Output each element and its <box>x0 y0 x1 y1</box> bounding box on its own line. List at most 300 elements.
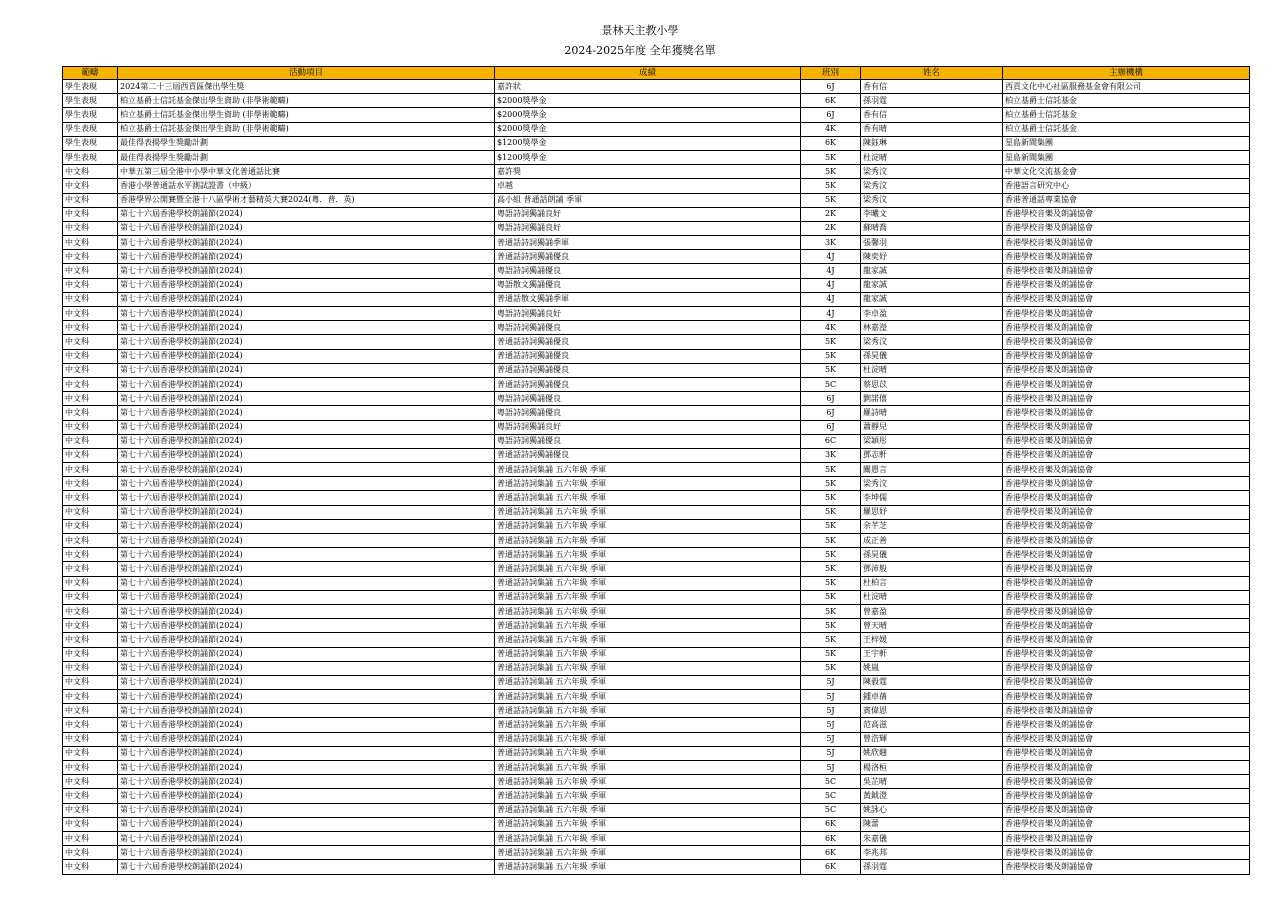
cell-category: 中文科 <box>63 860 118 874</box>
cell-result: 普通話詩詞集誦 五六年級 季軍 <box>495 562 801 576</box>
table-row <box>63 165 1250 179</box>
cell-result: $2000獎學金 <box>495 122 801 136</box>
cell-result: 普通話詩詞集誦 五六年級 季軍 <box>495 789 801 803</box>
cell-category: 中文科 <box>63 363 118 377</box>
table-row <box>63 108 1250 122</box>
cell-class: 5K <box>801 534 861 548</box>
table-row <box>63 775 1250 789</box>
cell-organizer: 香港學校音樂及朗誦協會 <box>1003 420 1250 434</box>
table-row <box>63 193 1250 207</box>
cell-activity: 第七十六屆香港學校朗誦節(2024) <box>118 860 495 874</box>
cell-category: 中文科 <box>63 817 118 831</box>
cell-result: 粵語詩詞獨誦優良 <box>495 392 801 406</box>
cell-activity: 第七十六屆香港學校朗誦節(2024) <box>118 817 495 831</box>
cell-class: 5J <box>801 704 861 718</box>
table-row <box>63 307 1250 321</box>
cell-activity: 第七十六屆香港學校朗誦節(2024) <box>118 519 495 533</box>
cell-category: 中文科 <box>63 221 118 235</box>
cell-result: 普通話詩詞集誦 五六年級 季軍 <box>495 817 801 831</box>
cell-activity: 第七十六屆香港學校朗誦節(2024) <box>118 236 495 250</box>
cell-name: 姚嵐 <box>861 661 1003 675</box>
cell-organizer: 香港學校音樂及朗誦協會 <box>1003 377 1250 391</box>
cell-name: 香有信 <box>861 108 1003 122</box>
table-row <box>63 236 1250 250</box>
cell-organizer: 香港學校音樂及朗誦協會 <box>1003 477 1250 491</box>
cell-name: 楊洛桓 <box>861 761 1003 775</box>
cell-name: 關愚言 <box>861 463 1003 477</box>
table-row <box>63 278 1250 292</box>
cell-activity: 第七十六屆香港學校朗誦節(2024) <box>118 349 495 363</box>
table-row <box>63 519 1250 533</box>
cell-organizer: 香港學校音樂及朗誦協會 <box>1003 562 1250 576</box>
cell-result: 普通話詩詞集誦 五六年級 季軍 <box>495 803 801 817</box>
table-row <box>63 377 1250 391</box>
cell-organizer: 香港學校音樂及朗誦協會 <box>1003 732 1250 746</box>
cell-organizer: 香港語言研究中心 <box>1003 179 1250 193</box>
cell-class: 5K <box>801 562 861 576</box>
cell-name: 鄧志軒 <box>861 448 1003 462</box>
cell-activity: 第七十六屆香港學校朗誦節(2024) <box>118 732 495 746</box>
table-row <box>63 846 1250 860</box>
cell-class: 5K <box>801 548 861 562</box>
cell-class: 5J <box>801 718 861 732</box>
cell-result: 普通話詩詞獨誦優良 <box>495 349 801 363</box>
school-name: 景林天主教小學 <box>601 24 679 37</box>
cell-class: 4J <box>801 264 861 278</box>
cell-activity: 第七十六屆香港學校朗誦節(2024) <box>118 264 495 278</box>
cell-name: 孫昊儀 <box>861 548 1003 562</box>
cell-category: 中文科 <box>63 647 118 661</box>
cell-organizer: 香港學校音樂及朗誦協會 <box>1003 661 1250 675</box>
cell-category: 中文科 <box>63 278 118 292</box>
cell-category: 學生表現 <box>63 122 118 136</box>
cell-organizer: 香港學校音樂及朗誦協會 <box>1003 548 1250 562</box>
table-row <box>63 831 1250 845</box>
cell-class: 2K <box>801 221 861 235</box>
cell-name: 梁秀汶 <box>861 165 1003 179</box>
cell-class: 5K <box>801 590 861 604</box>
cell-category: 中文科 <box>63 761 118 775</box>
cell-activity: 香港學界公開賽暨全港十八區學術才藝精英大賽2024(粵．普．英) <box>118 193 495 207</box>
table-row <box>63 761 1250 775</box>
cell-organizer: 香港學校音樂及朗誦協會 <box>1003 236 1250 250</box>
cell-category: 中文科 <box>63 775 118 789</box>
cell-result: 普通話詩詞集誦 五六年級 季軍 <box>495 463 801 477</box>
cell-class: 5K <box>801 477 861 491</box>
cell-category: 中文科 <box>63 264 118 278</box>
cell-class: 4J <box>801 278 861 292</box>
cell-result: $2000獎學金 <box>495 94 801 108</box>
cell-result: 普通話詩詞集誦 五六年級 季軍 <box>495 519 801 533</box>
table-row <box>63 250 1250 264</box>
cell-class: 5K <box>801 619 861 633</box>
cell-name: 香有晴 <box>861 122 1003 136</box>
cell-category: 中文科 <box>63 519 118 533</box>
cell-result: 普通話詩詞獨誦優良 <box>495 448 801 462</box>
cell-category: 中文科 <box>63 406 118 420</box>
table-row <box>63 789 1250 803</box>
cell-result: 普通話詩詞集誦 五六年級 季軍 <box>495 831 801 845</box>
cell-result: 普通話詩詞集誦 五六年級 季軍 <box>495 619 801 633</box>
cell-result: 粵語詩詞獨誦良好 <box>495 221 801 235</box>
cell-category: 中文科 <box>63 846 118 860</box>
table-row <box>63 150 1250 164</box>
cell-activity: 第七十六屆香港學校朗誦節(2024) <box>118 505 495 519</box>
cell-activity: 第七十六屆香港學校朗誦節(2024) <box>118 548 495 562</box>
cell-organizer: 香港學校音樂及朗誦協會 <box>1003 349 1250 363</box>
cell-name: 余芊芝 <box>861 519 1003 533</box>
cell-category: 學生表現 <box>63 136 118 150</box>
table-row <box>63 349 1250 363</box>
cell-activity: 第七十六屆香港學校朗誦節(2024) <box>118 831 495 845</box>
document-title: 2024-2025年度 全年獲獎名單 <box>564 44 716 57</box>
cell-category: 中文科 <box>63 619 118 633</box>
cell-result: 粵語詩詞獨誦良好 <box>495 307 801 321</box>
cell-organizer: 香港學校音樂及朗誦協會 <box>1003 789 1250 803</box>
cell-result: $1200獎學金 <box>495 150 801 164</box>
cell-result: 粵語詩詞獨誦優良 <box>495 406 801 420</box>
cell-result: 普通話詩詞獨誦優良 <box>495 250 801 264</box>
cell-activity: 第七十六屆香港學校朗誦節(2024) <box>118 363 495 377</box>
cell-category: 中文科 <box>63 448 118 462</box>
table-row <box>63 221 1250 235</box>
cell-class: 5K <box>801 150 861 164</box>
cell-activity: 第七十六屆香港學校朗誦節(2024) <box>118 704 495 718</box>
cell-class: 6J <box>801 108 861 122</box>
cell-name: 蘇晴喬 <box>861 221 1003 235</box>
cell-name: 龍家誠 <box>861 278 1003 292</box>
cell-activity: 第七十六屆香港學校朗誦節(2024) <box>118 619 495 633</box>
cell-activity: 2024第二十三屆西貢區傑出學生獎 <box>118 80 495 94</box>
cell-class: 6J <box>801 80 861 94</box>
cell-activity: 香港小學普通話水平測試證書（中級） <box>118 179 495 193</box>
cell-class: 5C <box>801 377 861 391</box>
cell-name: 孫昊儀 <box>861 349 1003 363</box>
cell-organizer: 香港學校音樂及朗誦協會 <box>1003 619 1250 633</box>
cell-name: 梁秀汶 <box>861 193 1003 207</box>
table-row <box>63 732 1250 746</box>
cell-class: 5C <box>801 775 861 789</box>
cell-name: 曾浩輝 <box>861 732 1003 746</box>
cell-activity: 第七十六屆香港學校朗誦節(2024) <box>118 292 495 306</box>
cell-category: 中文科 <box>63 292 118 306</box>
cell-activity: 第七十六屆香港學校朗誦節(2024) <box>118 803 495 817</box>
cell-class: 5K <box>801 576 861 590</box>
cell-category: 中文科 <box>63 250 118 264</box>
cell-organizer: 香港學校音樂及朗誦協會 <box>1003 803 1250 817</box>
table-row <box>63 590 1250 604</box>
table-row <box>63 562 1250 576</box>
cell-category: 中文科 <box>63 207 118 221</box>
cell-result: 普通話詩詞集誦 五六年級 季軍 <box>495 534 801 548</box>
cell-activity: 柏立基爵士信託基金傑出學生資助 (非學術範疇) <box>118 122 495 136</box>
table-row <box>63 448 1250 462</box>
cell-name: 黃鉞澄 <box>861 789 1003 803</box>
cell-category: 中文科 <box>63 307 118 321</box>
cell-activity: 第七十六屆香港學校朗誦節(2024) <box>118 463 495 477</box>
cell-category: 中文科 <box>63 165 118 179</box>
cell-category: 中文科 <box>63 675 118 689</box>
cell-result: 普通話詩詞集誦 五六年級 季軍 <box>495 690 801 704</box>
cell-result: 嘉許狀 <box>495 80 801 94</box>
table-row <box>63 690 1250 704</box>
cell-class: 5K <box>801 349 861 363</box>
cell-activity: 第七十六屆香港學校朗誦節(2024) <box>118 590 495 604</box>
cell-class: 4K <box>801 321 861 335</box>
cell-result: 普通話詩詞獨誦季軍 <box>495 236 801 250</box>
cell-name: 張馨羽 <box>861 236 1003 250</box>
cell-result: 普通話詩詞獨誦優良 <box>495 377 801 391</box>
cell-activity: 最佳得表揚學生獎勵計劃 <box>118 136 495 150</box>
cell-organizer: 香港普通話專業協會 <box>1003 193 1250 207</box>
cell-organizer: 香港學校音樂及朗誦協會 <box>1003 448 1250 462</box>
cell-activity: 第七十六屆香港學校朗誦節(2024) <box>118 775 495 789</box>
cell-activity: 柏立基爵士信託基金傑出學生資助 (非學術範疇) <box>118 94 495 108</box>
cell-category: 中文科 <box>63 377 118 391</box>
cell-result: 普通話詩詞獨誦優良 <box>495 363 801 377</box>
cell-result: 普通話詩詞集誦 五六年級 季軍 <box>495 633 801 647</box>
cell-organizer: 香港學校音樂及朗誦協會 <box>1003 590 1250 604</box>
table-body <box>63 80 1250 875</box>
cell-organizer: 星島新聞集團 <box>1003 150 1250 164</box>
cell-category: 中文科 <box>63 732 118 746</box>
cell-activity: 第七十六屆香港學校朗誦節(2024) <box>118 250 495 264</box>
cell-name: 曾天晴 <box>861 619 1003 633</box>
cell-activity: 最佳得表揚學生獎勵計劃 <box>118 150 495 164</box>
cell-name: 鄧沛般 <box>861 562 1003 576</box>
cell-activity: 第七十六屆香港學校朗誦節(2024) <box>118 392 495 406</box>
cell-name: 王梓媛 <box>861 633 1003 647</box>
cell-organizer: 香港學校音樂及朗誦協會 <box>1003 675 1250 689</box>
cell-result: 普通話詩詞集誦 五六年級 季軍 <box>495 548 801 562</box>
cell-name: 劉諾僖 <box>861 392 1003 406</box>
cell-activity: 第七十六屆香港學校朗誦節(2024) <box>118 434 495 448</box>
cell-organizer: 香港學校音樂及朗誦協會 <box>1003 491 1250 505</box>
table-row <box>63 122 1250 136</box>
cell-activity: 中華五第三屆全港中小學中華文化普通話比賽 <box>118 165 495 179</box>
cell-result: 粵語詩詞獨誦良好 <box>495 420 801 434</box>
cell-result: 粵語詩詞獨誦優良 <box>495 321 801 335</box>
cell-activity: 第七十六屆香港學校朗誦節(2024) <box>118 207 495 221</box>
cell-name: 孫羽霆 <box>861 860 1003 874</box>
cell-name: 杜柏言 <box>861 576 1003 590</box>
cell-result: 普通話詩詞集誦 五六年級 季軍 <box>495 718 801 732</box>
cell-class: 5K <box>801 193 861 207</box>
cell-name: 杜淀晴 <box>861 590 1003 604</box>
cell-name: 梁秀汶 <box>861 335 1003 349</box>
cell-organizer: 香港學校音樂及朗誦協會 <box>1003 704 1250 718</box>
cell-name: 杜淀晴 <box>861 150 1003 164</box>
cell-result: 普通話詩詞集誦 五六年級 季軍 <box>495 505 801 519</box>
cell-name: 吳芷晴 <box>861 775 1003 789</box>
cell-name: 朱嘉儀 <box>861 831 1003 845</box>
cell-organizer: 香港學校音樂及朗誦協會 <box>1003 505 1250 519</box>
cell-class: 2K <box>801 207 861 221</box>
cell-result: 普通話詩詞獨誦優良 <box>495 335 801 349</box>
cell-category: 中文科 <box>63 661 118 675</box>
cell-organizer: 香港學校音樂及朗誦協會 <box>1003 363 1250 377</box>
cell-category: 中文科 <box>63 803 118 817</box>
table-row <box>63 604 1250 618</box>
cell-name: 李曦文 <box>861 207 1003 221</box>
cell-class: 5K <box>801 647 861 661</box>
cell-class: 5K <box>801 463 861 477</box>
cell-category: 中文科 <box>63 321 118 335</box>
cell-name: 蔡思苡 <box>861 377 1003 391</box>
cell-organizer: 香港學校音樂及朗誦協會 <box>1003 264 1250 278</box>
cell-organizer: 香港學校音樂及朗誦協會 <box>1003 207 1250 221</box>
cell-class: 5K <box>801 491 861 505</box>
column-header-organizer: 主辦機構 <box>1003 67 1250 80</box>
cell-organizer: 香港學校音樂及朗誦協會 <box>1003 846 1250 860</box>
cell-class: 5K <box>801 519 861 533</box>
cell-activity: 第七十六屆香港學校朗誦節(2024) <box>118 576 495 590</box>
cell-activity: 第七十六屆香港學校朗誦節(2024) <box>118 789 495 803</box>
cell-organizer: 香港學校音樂及朗誦協會 <box>1003 321 1250 335</box>
cell-activity: 柏立基爵士信託基金傑出學生資助 (非學術範疇) <box>118 108 495 122</box>
cell-category: 中文科 <box>63 604 118 618</box>
cell-class: 6K <box>801 831 861 845</box>
cell-category: 中文科 <box>63 576 118 590</box>
cell-category: 學生表現 <box>63 108 118 122</box>
cell-class: 4J <box>801 307 861 321</box>
cell-class: 5J <box>801 732 861 746</box>
cell-name: 梁秀汶 <box>861 179 1003 193</box>
cell-activity: 第七十六屆香港學校朗誦節(2024) <box>118 377 495 391</box>
cell-name: 賓偉恩 <box>861 704 1003 718</box>
cell-class: 6K <box>801 846 861 860</box>
table-row <box>63 321 1250 335</box>
cell-class: 6K <box>801 817 861 831</box>
cell-class: 6K <box>801 94 861 108</box>
table-row <box>63 675 1250 689</box>
cell-name: 龍家誠 <box>861 292 1003 306</box>
cell-organizer: 香港學校音樂及朗誦協會 <box>1003 292 1250 306</box>
cell-class: 3K <box>801 448 861 462</box>
cell-organizer: 香港學校音樂及朗誦協會 <box>1003 860 1250 874</box>
column-header-result: 成績 <box>495 67 801 80</box>
cell-class: 5K <box>801 604 861 618</box>
cell-organizer: 香港學校音樂及朗誦協會 <box>1003 718 1250 732</box>
cell-name: 姚詠心 <box>861 803 1003 817</box>
cell-class: 5J <box>801 761 861 775</box>
cell-class: 5K <box>801 335 861 349</box>
cell-name: 陳奕妤 <box>861 250 1003 264</box>
cell-organizer: 香港學校音樂及朗誦協會 <box>1003 690 1250 704</box>
cell-organizer: 西貢文化中心社區服務基金會有限公司 <box>1003 80 1250 94</box>
cell-result: 普通話詩詞集誦 五六年級 季軍 <box>495 732 801 746</box>
cell-result: 卓越 <box>495 179 801 193</box>
cell-category: 中文科 <box>63 420 118 434</box>
cell-organizer: 香港學校音樂及朗誦協會 <box>1003 534 1250 548</box>
table-row <box>63 392 1250 406</box>
table-row <box>63 633 1250 647</box>
table-row <box>63 207 1250 221</box>
cell-activity: 第七十六屆香港學校朗誦節(2024) <box>118 307 495 321</box>
cell-organizer: 柏立基爵士信託基金 <box>1003 122 1250 136</box>
cell-name: 范高滋 <box>861 718 1003 732</box>
cell-category: 中文科 <box>63 179 118 193</box>
cell-category: 中文科 <box>63 193 118 207</box>
cell-category: 中文科 <box>63 534 118 548</box>
cell-category: 中文科 <box>63 690 118 704</box>
cell-organizer: 香港學校音樂及朗誦協會 <box>1003 633 1250 647</box>
table-row <box>63 179 1250 193</box>
cell-name: 李卓盈 <box>861 307 1003 321</box>
cell-class: 3K <box>801 236 861 250</box>
cell-name: 李坤儒 <box>861 491 1003 505</box>
cell-organizer: 香港學校音樂及朗誦協會 <box>1003 307 1250 321</box>
cell-organizer: 香港學校音樂及朗誦協會 <box>1003 434 1250 448</box>
table-row <box>63 420 1250 434</box>
cell-activity: 第七十六屆香港學校朗誦節(2024) <box>118 562 495 576</box>
cell-name: 龍家誠 <box>861 264 1003 278</box>
table-row <box>63 718 1250 732</box>
table-header-row <box>63 67 1250 80</box>
cell-class: 6J <box>801 406 861 420</box>
cell-activity: 第七十六屆香港學校朗誦節(2024) <box>118 278 495 292</box>
table-row <box>63 406 1250 420</box>
cell-class: 6J <box>801 420 861 434</box>
cell-class: 5J <box>801 675 861 689</box>
cell-result: 普通話詩詞集誦 五六年級 季軍 <box>495 604 801 618</box>
cell-activity: 第七十六屆香港學校朗誦節(2024) <box>118 477 495 491</box>
cell-result: 普通話詩詞集誦 五六年級 季軍 <box>495 675 801 689</box>
column-header-activity: 活動項目 <box>118 67 495 80</box>
cell-organizer: 香港學校音樂及朗誦協會 <box>1003 831 1250 845</box>
cell-organizer: 香港學校音樂及朗誦協會 <box>1003 392 1250 406</box>
cell-activity: 第七十六屆香港學校朗誦節(2024) <box>118 846 495 860</box>
cell-result: 普通話詩詞集誦 五六年級 季軍 <box>495 661 801 675</box>
table-row <box>63 803 1250 817</box>
table-row <box>63 335 1250 349</box>
cell-activity: 第七十六屆香港學校朗誦節(2024) <box>118 604 495 618</box>
cell-category: 中文科 <box>63 704 118 718</box>
cell-organizer: 香港學校音樂及朗誦協會 <box>1003 335 1250 349</box>
cell-class: 6K <box>801 136 861 150</box>
cell-organizer: 香港學校音樂及朗誦協會 <box>1003 519 1250 533</box>
table-row <box>63 860 1250 874</box>
table-row <box>63 548 1250 562</box>
cell-organizer: 香港學校音樂及朗誦協會 <box>1003 761 1250 775</box>
cell-class: 5C <box>801 803 861 817</box>
cell-name: 蕭靜兒 <box>861 420 1003 434</box>
cell-organizer: 香港學校音樂及朗誦協會 <box>1003 746 1250 760</box>
cell-class: 5K <box>801 179 861 193</box>
cell-name: 杜淀晴 <box>861 363 1003 377</box>
column-header-name: 姓名 <box>861 67 1003 80</box>
cell-activity: 第七十六屆香港學校朗誦節(2024) <box>118 718 495 732</box>
cell-category: 中文科 <box>63 718 118 732</box>
cell-name: 香有信 <box>861 80 1003 94</box>
table-row <box>63 619 1250 633</box>
table-row <box>63 704 1250 718</box>
cell-activity: 第七十六屆香港學校朗誦節(2024) <box>118 321 495 335</box>
table-row <box>63 534 1250 548</box>
cell-category: 學生表現 <box>63 94 118 108</box>
cell-result: $1200獎學金 <box>495 136 801 150</box>
cell-result: 普通話詩詞集誦 五六年級 季軍 <box>495 477 801 491</box>
cell-category: 中文科 <box>63 392 118 406</box>
column-header-category: 範疇 <box>63 67 118 80</box>
awards-table <box>62 66 1250 875</box>
cell-result: 普通話詩詞集誦 五六年級 季軍 <box>495 576 801 590</box>
cell-organizer: 香港學校音樂及朗誦協會 <box>1003 576 1250 590</box>
cell-category: 中文科 <box>63 789 118 803</box>
table-row <box>63 661 1250 675</box>
cell-result: 粵語散文獨誦優良 <box>495 278 801 292</box>
cell-organizer: 星島新聞集團 <box>1003 136 1250 150</box>
